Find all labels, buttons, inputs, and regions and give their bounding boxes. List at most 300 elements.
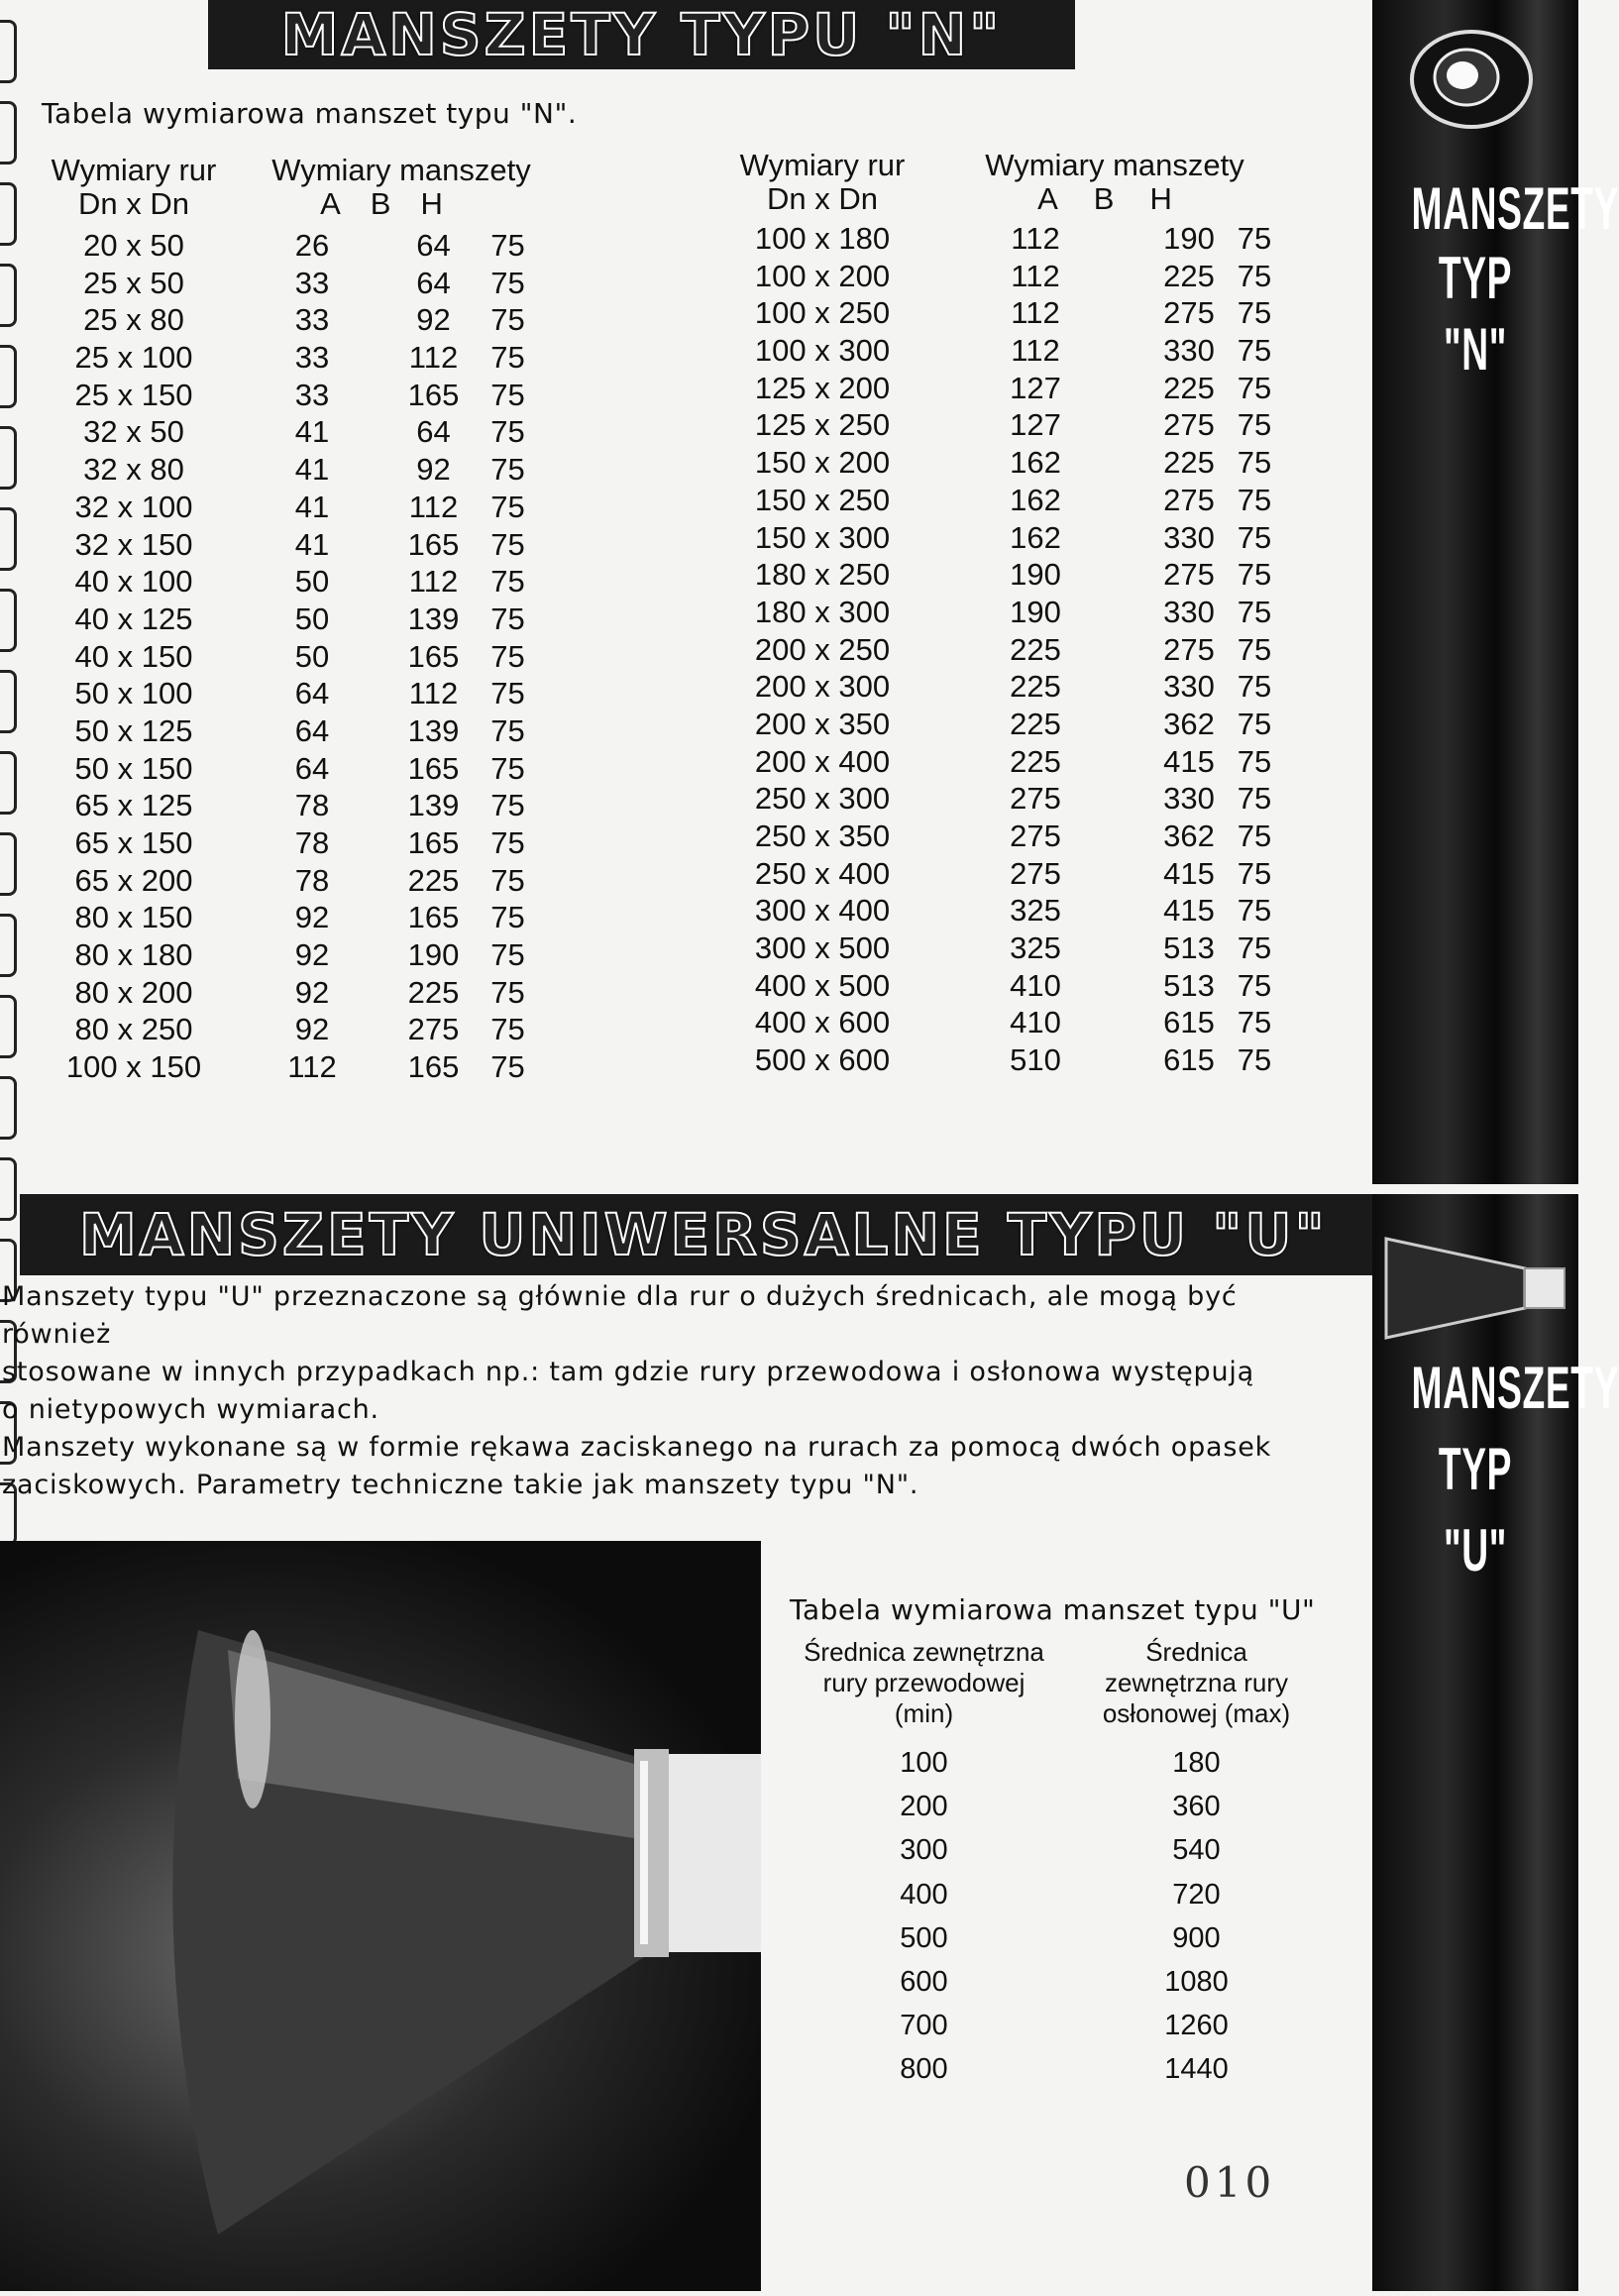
header-b-right: B	[1093, 181, 1115, 216]
table-row	[40, 601, 575, 638]
cell-a: 275	[1010, 819, 1061, 853]
table-row	[728, 743, 1283, 781]
cell-pipe-dims: 32 x 100	[74, 489, 193, 524]
cell-b: 275	[1163, 407, 1215, 443]
table-row	[728, 631, 1283, 669]
cell-h: 75	[1237, 1005, 1272, 1040]
cell-a: 162	[1010, 482, 1061, 517]
table-row	[40, 974, 575, 1012]
cell-pipe-dims: 250 x 300	[754, 781, 891, 817]
u-cell-min: 400	[900, 1878, 948, 1911]
table-row	[40, 301, 575, 339]
u-table-title: Tabela wymiarowa manszet typu "U"	[790, 1593, 1316, 1626]
cell-pipe-dims: 200 x 400	[754, 743, 891, 779]
table-row	[728, 855, 1283, 893]
cell-b: 415	[1163, 855, 1215, 891]
cell-a: 64	[294, 750, 330, 786]
spiral-ring	[0, 101, 17, 164]
table-row	[728, 1004, 1283, 1041]
cell-h: 75	[1237, 631, 1272, 667]
cell-a: 225	[1010, 743, 1061, 779]
side-label-u-line-2: TYP	[1438, 1436, 1513, 1502]
cell-b: 64	[416, 414, 451, 450]
u-table-row	[788, 1785, 1333, 1828]
cell-a: 325	[1010, 930, 1061, 966]
page-number: 010	[1184, 2158, 1276, 2207]
cell-pipe-dims: 40 x 125	[74, 601, 193, 636]
table-row	[40, 1048, 575, 1086]
cell-a: 127	[1010, 407, 1061, 443]
table-row	[40, 413, 575, 451]
cell-h: 75	[1237, 557, 1272, 593]
u-cell-min: 500	[900, 1921, 948, 1954]
cell-h: 75	[490, 1049, 525, 1085]
cell-a: 50	[294, 564, 330, 600]
cell-h: 75	[1237, 258, 1272, 293]
cell-a: 325	[1010, 893, 1061, 929]
table-row	[728, 519, 1283, 557]
cell-a: 112	[1011, 333, 1060, 369]
cell-b: 275	[407, 1012, 460, 1047]
u-table-row	[788, 2047, 1333, 2091]
intro-text-type-n: Tabela wymiarowa manszet typu "N".	[42, 97, 578, 130]
cell-b: 615	[1163, 1042, 1215, 1078]
paragraph-line-3: o nietypowych wymiarach.	[2, 1394, 379, 1425]
cell-b: 190	[1163, 221, 1215, 256]
cell-pipe-dims: 32 x 150	[74, 526, 193, 562]
cell-a: 41	[294, 489, 330, 524]
cell-a: 50	[294, 638, 330, 674]
cell-a: 190	[1010, 557, 1061, 593]
u-cell-min: 200	[900, 1791, 948, 1823]
cell-pipe-dims: 65 x 200	[74, 862, 193, 898]
cell-a: 41	[294, 526, 330, 562]
u-header-min-line-2: rury przewodowej	[822, 1668, 1025, 1697]
cell-a: 190	[1010, 594, 1061, 629]
u-cell-max: 180	[1172, 1747, 1221, 1779]
cell-pipe-dims: 65 x 125	[74, 788, 193, 823]
cell-pipe-dims: 150 x 250	[754, 482, 891, 517]
table-row	[40, 563, 575, 601]
cell-b: 190	[407, 937, 460, 973]
spiral-ring	[0, 1076, 17, 1140]
spiral-ring	[0, 426, 17, 490]
u-cell-min: 700	[900, 2010, 948, 2042]
cell-h: 75	[1237, 706, 1272, 741]
u-cell-max: 1080	[1164, 1966, 1229, 1999]
cell-pipe-dims: 500 x 600	[754, 1042, 891, 1078]
sidebar-type-n	[1372, 0, 1619, 1184]
u-cell-max: 1440	[1164, 2053, 1229, 2086]
paragraph-line-4: Manszety wykonane są w formie rękawa zaciskanego na rurach za pomocą dwóch opasek	[2, 1432, 1272, 1463]
cell-pipe-dims: 50 x 150	[74, 750, 193, 786]
cell-h: 75	[1237, 855, 1272, 891]
paragraph-line-1: Manszety typu "U" przeznaczone są głównie dla rur o dużych średnicach, ale mogą być również	[2, 1281, 1238, 1350]
spiral-ring	[0, 670, 17, 733]
cell-b: 139	[407, 601, 460, 636]
sidebar-type-u	[1372, 1194, 1619, 2291]
cell-h: 75	[1237, 1042, 1272, 1078]
cell-a: 112	[287, 1049, 337, 1085]
product-photo	[0, 1541, 761, 2291]
u-table-row	[788, 1828, 1333, 1872]
cell-h: 75	[1237, 967, 1272, 1003]
cell-h: 75	[1237, 669, 1272, 705]
cell-pipe-dims: 25 x 80	[83, 302, 184, 338]
cell-b: 330	[1163, 594, 1215, 629]
cell-a: 92	[294, 937, 330, 973]
cell-pipe-dims: 250 x 350	[754, 819, 891, 853]
cell-pipe-dims: 150 x 200	[754, 445, 891, 481]
header-pipe-line-2: Dn x Dn	[78, 186, 189, 221]
cell-h: 75	[490, 676, 525, 711]
header-b: B	[370, 186, 391, 221]
cell-b: 92	[416, 302, 451, 338]
table-row	[728, 294, 1283, 332]
cell-a: 127	[1010, 370, 1061, 405]
table-row	[40, 265, 575, 302]
cell-pipe-dims: 32 x 80	[83, 452, 184, 488]
cell-h: 75	[1237, 781, 1272, 817]
cell-h: 75	[490, 414, 525, 450]
cell-h: 75	[1237, 819, 1272, 853]
cell-h: 75	[490, 1012, 525, 1047]
cell-a: 162	[1010, 519, 1061, 555]
cell-a: 78	[294, 862, 330, 898]
cell-a: 225	[1010, 706, 1061, 741]
spiral-ring	[0, 264, 17, 327]
u-table-row	[788, 1916, 1333, 1960]
dimension-table-left	[40, 154, 575, 1086]
u-header-min-line-3: (min)	[894, 1698, 954, 1728]
cell-h: 75	[1237, 295, 1272, 331]
cell-h: 75	[1237, 370, 1272, 405]
cell-pipe-dims: 180 x 250	[754, 557, 891, 593]
description-paragraph	[2, 1278, 1330, 1504]
cell-a: 92	[294, 900, 330, 935]
u-table-header	[788, 1637, 1333, 1729]
cell-b: 415	[1163, 743, 1215, 779]
cell-a: 41	[294, 452, 330, 488]
cell-a: 92	[294, 974, 330, 1010]
spiral-ring	[0, 914, 17, 977]
cell-b: 92	[416, 452, 451, 488]
table-row	[40, 227, 575, 265]
cell-a: 92	[294, 1012, 330, 1047]
table-row	[40, 787, 575, 824]
u-cell-max: 1260	[1164, 2010, 1229, 2042]
cell-pipe-dims: 32 x 50	[83, 414, 184, 450]
cell-b: 275	[1163, 631, 1215, 667]
cell-b: 362	[1163, 706, 1215, 741]
cell-b: 165	[407, 750, 460, 786]
cell-a: 410	[1010, 967, 1061, 1003]
cell-h: 75	[1237, 743, 1272, 779]
table-row	[728, 594, 1283, 631]
cell-b: 513	[1163, 930, 1215, 966]
cell-pipe-dims: 100 x 150	[65, 1049, 202, 1085]
table-row	[728, 370, 1283, 407]
table-row	[728, 1041, 1283, 1079]
cell-b: 165	[407, 825, 460, 860]
cell-a: 41	[294, 414, 330, 450]
cell-h: 75	[490, 452, 525, 488]
cell-a: 510	[1010, 1042, 1061, 1078]
cell-h: 75	[1237, 445, 1272, 481]
cell-b: 139	[407, 788, 460, 823]
cell-h: 75	[490, 601, 525, 636]
cell-pipe-dims: 125 x 200	[754, 370, 891, 405]
cell-b: 275	[1163, 482, 1215, 517]
cell-b: 165	[407, 377, 460, 412]
cell-a: 112	[1011, 295, 1060, 331]
header-h-right: H	[1149, 181, 1172, 216]
u-cell-min: 800	[900, 2053, 948, 2086]
cell-a: 33	[294, 302, 330, 338]
cell-h: 75	[490, 974, 525, 1010]
cell-b: 112	[408, 340, 459, 376]
side-label-line-1: MANSZETY	[1411, 175, 1619, 242]
cell-pipe-dims: 250 x 400	[754, 855, 891, 891]
spiral-ring	[0, 751, 17, 815]
cell-h: 75	[490, 526, 525, 562]
table-row	[40, 451, 575, 489]
cell-pipe-dims: 300 x 500	[754, 930, 891, 966]
cell-a: 33	[294, 340, 330, 376]
u-cell-max: 540	[1172, 1834, 1221, 1867]
cell-b: 165	[407, 526, 460, 562]
cell-pipe-dims: 25 x 150	[74, 377, 193, 412]
cell-pipe-dims: 180 x 300	[754, 594, 891, 629]
cell-b: 330	[1163, 669, 1215, 705]
cell-pipe-dims: 80 x 180	[74, 937, 193, 973]
cell-pipe-dims: 200 x 300	[754, 669, 891, 705]
table-row	[40, 824, 575, 862]
spiral-ring	[0, 20, 17, 83]
cell-h: 75	[1237, 407, 1272, 443]
cell-h: 75	[490, 900, 525, 935]
u-table-rows	[788, 1741, 1333, 2092]
cell-h: 75	[490, 564, 525, 600]
table-row	[40, 862, 575, 900]
cell-b: 112	[408, 489, 459, 524]
cell-pipe-dims: 40 x 100	[74, 564, 193, 600]
spiral-ring	[0, 1157, 17, 1221]
table-row	[728, 780, 1283, 818]
cell-b: 64	[416, 228, 451, 263]
cell-a: 225	[1010, 631, 1061, 667]
cell-pipe-dims: 80 x 250	[74, 1012, 193, 1047]
cell-pipe-dims: 100 x 180	[754, 221, 891, 256]
cell-a: 112	[1011, 258, 1060, 293]
table-row	[40, 526, 575, 564]
rows-right	[728, 220, 1283, 1079]
dimension-table-u	[788, 1637, 1333, 2092]
table-row	[40, 489, 575, 526]
table-row	[728, 556, 1283, 594]
side-label-u-line-3: "U"	[1443, 1517, 1507, 1584]
banner-type-u-title: MANSZETY UNIWERSALNE TYPU "U"	[79, 1201, 1328, 1268]
cell-pipe-dims: 50 x 125	[74, 712, 193, 748]
table-row	[728, 258, 1283, 295]
cell-h: 75	[1237, 893, 1272, 929]
cell-b: 362	[1163, 819, 1215, 853]
table-row	[40, 1011, 575, 1048]
rows-left	[40, 227, 575, 1086]
banner-type-n	[208, 0, 1075, 69]
cell-pipe-dims: 25 x 50	[83, 265, 184, 300]
cell-a: 26	[294, 228, 330, 263]
table-row	[728, 818, 1283, 855]
table-row	[40, 377, 575, 414]
cell-b: 330	[1163, 333, 1215, 369]
table-row	[40, 936, 575, 974]
u-header-max	[1060, 1637, 1333, 1729]
dimension-table-right	[728, 149, 1283, 1079]
u-cell-max: 360	[1172, 1791, 1221, 1823]
cell-a: 410	[1010, 1005, 1061, 1040]
cell-a: 33	[294, 265, 330, 300]
cell-b: 225	[1163, 370, 1215, 405]
paragraph-line-2: stosowane w innych przypadkach np.: tam gdzie rury przewodowa i osłonowa występują	[2, 1357, 1255, 1387]
table-row	[40, 712, 575, 750]
spiral-ring	[0, 589, 17, 652]
cell-h: 75	[490, 265, 525, 300]
cell-pipe-dims: 25 x 100	[74, 340, 193, 376]
side-label-line-3: "N"	[1443, 316, 1507, 383]
cell-b: 225	[407, 862, 460, 898]
header-pipe-line-2-right: Dn x Dn	[767, 181, 878, 216]
u-table-row	[788, 1873, 1333, 1916]
cell-h: 75	[490, 489, 525, 524]
table-row	[40, 638, 575, 676]
cell-h: 75	[1237, 482, 1272, 517]
cell-b: 225	[407, 974, 460, 1010]
cell-a: 78	[294, 825, 330, 860]
cell-h: 75	[490, 340, 525, 376]
table-row	[728, 706, 1283, 743]
banner-type-n-title: MANSZETY TYPU "N"	[280, 1, 1003, 68]
table-row	[728, 929, 1283, 967]
cell-a: 275	[1010, 781, 1061, 817]
table-row	[728, 967, 1283, 1005]
cell-h: 75	[1237, 333, 1272, 369]
header-a-right: A	[1037, 181, 1058, 216]
header-a: A	[320, 186, 341, 221]
cell-pipe-dims: 300 x 400	[754, 893, 891, 929]
cell-pipe-dims: 200 x 350	[754, 706, 891, 741]
cell-pipe-dims: 50 x 100	[74, 676, 193, 711]
table-row	[728, 482, 1283, 519]
cell-pipe-dims: 200 x 250	[754, 631, 891, 667]
u-header-max-line-3: osłonowej (max)	[1102, 1698, 1291, 1728]
cell-b: 330	[1163, 781, 1215, 817]
cell-a: 112	[1011, 221, 1060, 256]
cell-h: 75	[490, 937, 525, 973]
table-row	[40, 675, 575, 712]
cell-a: 162	[1010, 445, 1061, 481]
cell-a: 225	[1010, 669, 1061, 705]
side-label-u-line-1: MANSZETY	[1411, 1355, 1619, 1421]
cell-a: 64	[294, 712, 330, 748]
cell-pipe-dims: 150 x 300	[754, 519, 891, 555]
header-h: H	[420, 186, 443, 221]
cell-a: 275	[1010, 855, 1061, 891]
u-header-max-line-1: Średnica	[1145, 1637, 1247, 1667]
cell-pipe-dims: 100 x 300	[754, 333, 891, 369]
table-row	[728, 406, 1283, 444]
u-cell-min: 100	[900, 1747, 948, 1779]
table-row	[728, 332, 1283, 370]
cell-b: 165	[407, 1049, 460, 1085]
cell-b: 165	[407, 638, 460, 674]
cell-pipe-dims: 65 x 150	[74, 825, 193, 860]
header-cuff-title: Wymiary manszety	[271, 153, 531, 187]
cell-h: 75	[490, 825, 525, 860]
table-row	[728, 444, 1283, 482]
table-row	[728, 220, 1283, 258]
cone-cuff-illustration	[0, 1541, 761, 2291]
header-pipe-line-1: Wymiary rur	[51, 153, 217, 187]
cell-pipe-dims: 400 x 600	[754, 1005, 891, 1040]
u-cell-min: 300	[900, 1834, 948, 1867]
cell-h: 75	[490, 638, 525, 674]
cuff-icon	[1397, 20, 1546, 139]
cell-pipe-dims: 20 x 50	[83, 228, 184, 263]
u-cell-min: 600	[900, 1966, 948, 1999]
spiral-ring	[0, 345, 17, 408]
cell-pipe-dims: 40 x 150	[74, 638, 193, 674]
spiral-ring	[0, 507, 17, 571]
cell-b: 165	[407, 900, 460, 935]
cell-h: 75	[490, 377, 525, 412]
cell-a: 64	[294, 676, 330, 711]
u-cell-max: 900	[1172, 1921, 1221, 1954]
table-row	[728, 892, 1283, 929]
table-row	[40, 750, 575, 788]
table-row	[728, 668, 1283, 706]
cell-h: 75	[490, 712, 525, 748]
cell-a: 78	[294, 788, 330, 823]
paragraph-line-5: zaciskowych. Parametry techniczne takie jak manszety typu "N".	[2, 1470, 919, 1500]
cell-h: 75	[490, 788, 525, 823]
u-header-min	[788, 1637, 1060, 1729]
cell-b: 330	[1163, 519, 1215, 555]
header-pipe-line-1-right: Wymiary rur	[739, 148, 906, 182]
u-table-row	[788, 1741, 1333, 1785]
cell-a: 33	[294, 377, 330, 412]
cell-h: 75	[490, 750, 525, 786]
cell-b: 112	[408, 676, 459, 711]
cell-h: 75	[1237, 930, 1272, 966]
cell-b: 275	[1163, 295, 1215, 331]
spiral-ring	[0, 832, 17, 896]
cell-b: 112	[408, 564, 459, 600]
cell-b: 225	[1163, 445, 1215, 481]
banner-type-u	[20, 1194, 1377, 1275]
cell-pipe-dims: 400 x 500	[754, 967, 891, 1003]
header-cuff-title-right: Wymiary manszety	[985, 148, 1244, 182]
cell-b: 615	[1163, 1005, 1215, 1040]
table-row	[40, 339, 575, 377]
cell-h: 75	[1237, 519, 1272, 555]
u-table-row	[788, 1960, 1333, 2004]
cell-h: 75	[490, 302, 525, 338]
cell-h: 75	[1237, 221, 1272, 256]
spiral-ring	[0, 995, 17, 1058]
table-row	[40, 899, 575, 936]
cell-b: 139	[407, 712, 460, 748]
